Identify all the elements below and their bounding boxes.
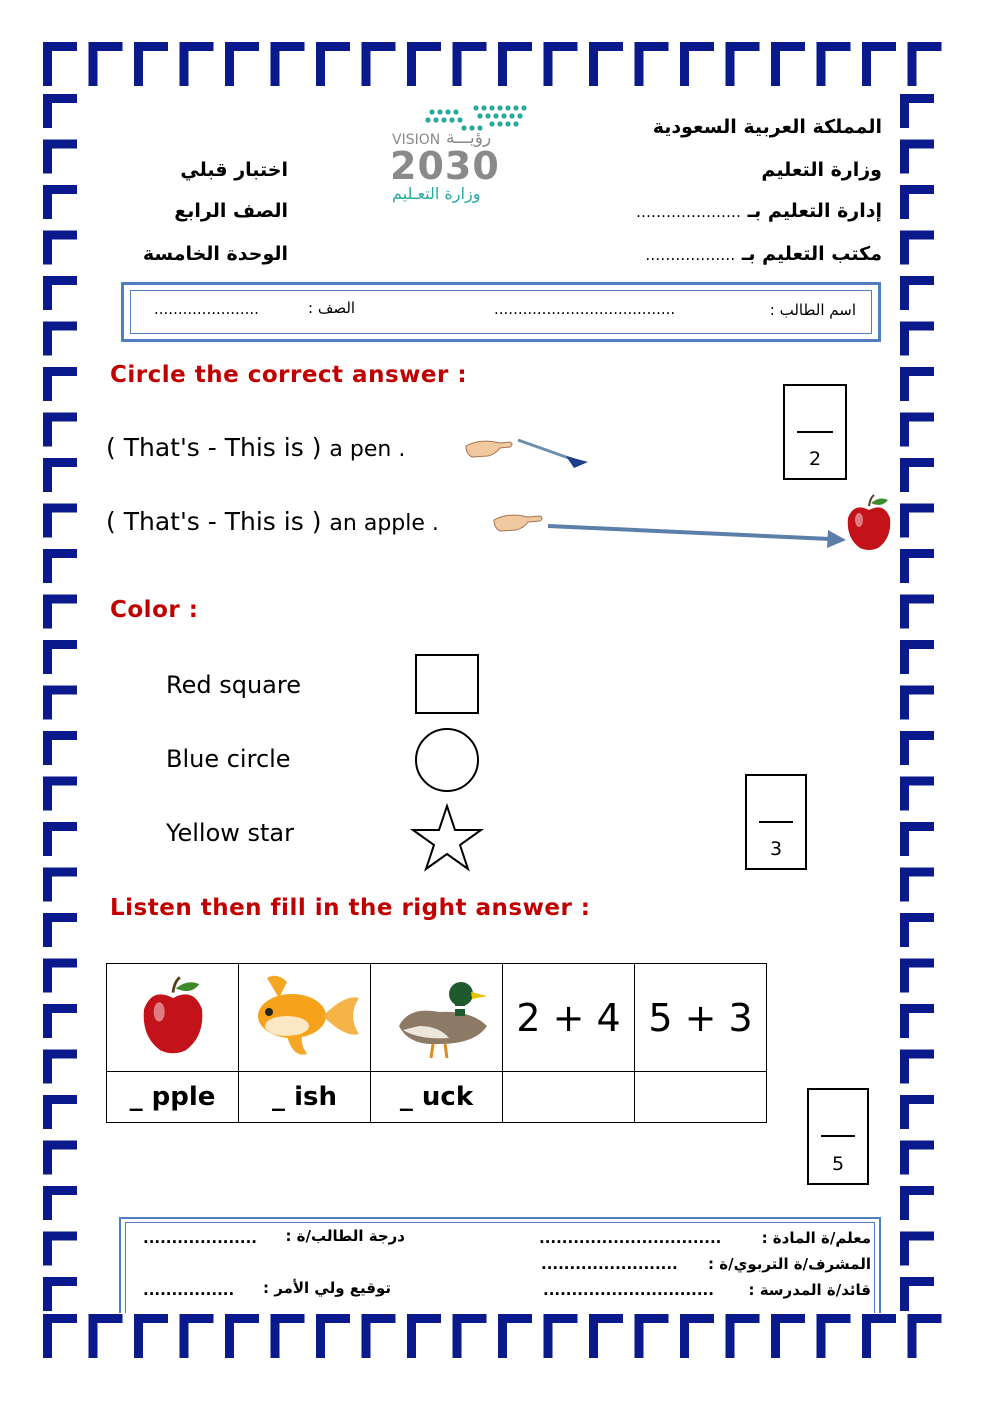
- border-bracket: [900, 1050, 934, 1084]
- square-shape[interactable]: [416, 655, 478, 713]
- grade-title: الصف الرابع: [174, 200, 288, 222]
- border-bracket: [900, 868, 934, 902]
- border-bracket: [271, 42, 305, 86]
- border-bracket: [43, 413, 77, 447]
- border-bracket: [817, 1314, 851, 1358]
- border-bracket: [43, 822, 77, 856]
- border-top: [43, 42, 942, 86]
- border-bracket: [43, 913, 77, 947]
- question-1-options[interactable]: ( That's - This is ): [106, 433, 322, 462]
- student-grade-field[interactable]: ....................: [143, 1229, 257, 1247]
- border-bracket: [43, 549, 77, 583]
- border-bracket: [900, 640, 934, 674]
- border-bracket: [862, 1314, 896, 1358]
- border-bracket: [43, 367, 77, 401]
- supervisor-field[interactable]: ........................: [541, 1255, 678, 1273]
- pointing-hand-pen-image: [462, 432, 597, 474]
- border-bracket: [225, 1314, 259, 1358]
- border-bracket: [43, 731, 77, 765]
- border-bracket: [680, 42, 714, 86]
- section2-score: 3: [769, 838, 783, 860]
- fill-table-words-row: [107, 1072, 767, 1123]
- border-bracket: [43, 595, 77, 629]
- logo-vision-text: VISION: [392, 132, 441, 148]
- border-bottom: [43, 1314, 942, 1358]
- border-bracket: [43, 458, 77, 492]
- border-bracket: [180, 42, 214, 86]
- border-bracket: [635, 1314, 669, 1358]
- question-1: [106, 433, 405, 462]
- sum-5-plus-3: 5 + 3: [635, 964, 767, 1072]
- border-bracket: [43, 640, 77, 674]
- border-bracket: [900, 94, 934, 128]
- exam-type: اختبار قبلي: [180, 159, 288, 181]
- border-bracket: [726, 1314, 760, 1358]
- border-bracket: [43, 1277, 77, 1311]
- border-bracket: [908, 42, 942, 86]
- border-bracket: [680, 1314, 714, 1358]
- border-bracket: [43, 1232, 77, 1266]
- border-bracket: [453, 1314, 487, 1358]
- apple-image: [844, 494, 894, 552]
- student-name-field[interactable]: ......................................: [494, 300, 676, 318]
- border-bracket: [43, 777, 77, 811]
- border-bracket: [362, 42, 396, 86]
- border-bracket: [900, 1186, 934, 1220]
- fish-cell: [239, 964, 371, 1072]
- footer-box: [119, 1217, 881, 1313]
- border-bracket: [134, 42, 168, 86]
- border-bracket: [900, 413, 934, 447]
- section3-score-box: [807, 1088, 869, 1185]
- logo-vision-arabic: رؤيـــة: [446, 128, 492, 148]
- word-fish[interactable]: _ ish: [239, 1072, 371, 1123]
- border-bracket: [771, 42, 805, 86]
- question-1-rest: a pen .: [329, 437, 406, 462]
- border-right: [900, 94, 934, 1311]
- border-bracket: [771, 1314, 805, 1358]
- border-bracket: [900, 1141, 934, 1175]
- border-bracket: [900, 276, 934, 310]
- border-bracket: [900, 504, 934, 538]
- border-bracket: [43, 868, 77, 902]
- border-bracket: [900, 231, 934, 265]
- border-bracket: [43, 1186, 77, 1220]
- answer-cell-2[interactable]: [635, 1072, 767, 1123]
- border-bracket: [43, 686, 77, 720]
- star-shape[interactable]: [413, 806, 481, 869]
- border-bracket: [900, 595, 934, 629]
- border-bracket: [900, 913, 934, 947]
- score-line: [797, 431, 833, 433]
- border-bracket: [900, 549, 934, 583]
- apple-cell: [107, 964, 239, 1072]
- section1-score: 2: [808, 448, 822, 470]
- border-bracket: [900, 458, 934, 492]
- class-label: الصف :: [308, 299, 356, 317]
- border-bracket: [43, 959, 77, 993]
- border-bracket: [900, 185, 934, 219]
- border-bracket: [726, 42, 760, 86]
- logo-year: 2030: [390, 144, 500, 188]
- border-bracket: [817, 42, 851, 86]
- section1-title: Circle the correct answer :: [110, 362, 468, 388]
- border-bracket: [453, 42, 487, 86]
- border-bracket: [900, 959, 934, 993]
- section2-title: Color :: [110, 597, 199, 623]
- sum-2-plus-4: 2 + 4: [503, 964, 635, 1072]
- duck-cell: [371, 964, 503, 1072]
- border-bracket: [407, 1314, 441, 1358]
- apple-image: [138, 976, 208, 1056]
- guardian-field[interactable]: ................: [143, 1281, 235, 1299]
- border-bracket: [900, 822, 934, 856]
- principal-label: قائد/ة المدرسة :: [748, 1281, 871, 1299]
- border-bracket: [900, 322, 934, 356]
- shapes-group: [410, 650, 490, 872]
- border-bracket: [900, 686, 934, 720]
- principal-field[interactable]: ..............................: [543, 1281, 714, 1299]
- border-bracket: [900, 1232, 934, 1266]
- admin-dots: …………………: [636, 203, 742, 221]
- pointing-hand-icon: [490, 506, 550, 542]
- border-bracket: [43, 1050, 77, 1084]
- goldfish-image: [247, 968, 362, 1063]
- border-bracket: [900, 1277, 934, 1311]
- score-line: [759, 821, 793, 823]
- score-line: [821, 1135, 855, 1137]
- border-bracket: [900, 367, 934, 401]
- student-grade-label: درجة الطالب/ة :: [285, 1227, 405, 1245]
- border-bracket: [498, 42, 532, 86]
- border-bracket: [908, 1314, 942, 1358]
- border-bracket: [589, 1314, 623, 1358]
- logo-ministry-arabic: وزارة التعـليم: [392, 184, 481, 203]
- border-bracket: [900, 1095, 934, 1129]
- office-line: [645, 243, 882, 265]
- border-bracket: [862, 42, 896, 86]
- border-bracket: [89, 1314, 123, 1358]
- supervisor-label: المشرف/ة التربوي/ة :: [708, 1255, 871, 1273]
- circle-shape[interactable]: [416, 729, 478, 791]
- question-2-rest: an apple .: [329, 511, 439, 536]
- section3-title: Listen then fill in the right answer :: [110, 895, 591, 921]
- answer-cell-1[interactable]: [503, 1072, 635, 1123]
- word-apple[interactable]: _ pple: [107, 1072, 239, 1123]
- border-bracket: [43, 322, 77, 356]
- question-2: [106, 507, 439, 536]
- office-dots: ………………: [645, 246, 736, 264]
- kingdom-title: المملكة العربية السعودية: [652, 116, 882, 138]
- border-bracket: [89, 42, 123, 86]
- border-bracket: [180, 1314, 214, 1358]
- arrow-icon: [548, 520, 848, 550]
- border-bracket: [498, 1314, 532, 1358]
- border-bracket: [225, 42, 259, 86]
- border-bracket: [900, 140, 934, 174]
- border-bracket: [544, 42, 578, 86]
- border-bracket: [43, 1314, 77, 1358]
- border-bracket: [134, 1314, 168, 1358]
- border-bracket: [271, 1314, 305, 1358]
- section3-score: 5: [831, 1153, 845, 1175]
- ministry-title: وزارة التعليم: [761, 159, 882, 181]
- admin-label: إدارة التعليم بـ: [747, 200, 882, 222]
- question-2-options[interactable]: ( That's - This is ): [106, 507, 322, 536]
- border-bracket: [900, 731, 934, 765]
- border-bracket: [43, 1004, 77, 1038]
- border-bracket: [635, 42, 669, 86]
- section2-score-box: [745, 774, 807, 870]
- word-duck[interactable]: _ uck: [371, 1072, 503, 1123]
- admin-line: [636, 200, 882, 222]
- section1-score-box: [783, 384, 847, 480]
- fill-table-images-row: [107, 964, 767, 1072]
- class-field[interactable]: ......................: [154, 300, 259, 318]
- border-bracket: [43, 1141, 77, 1175]
- border-bracket: [43, 185, 77, 219]
- border-bracket: [900, 1004, 934, 1038]
- teacher-label: معلم/ة المادة :: [761, 1229, 871, 1247]
- border-bracket: [43, 1095, 77, 1129]
- border-bracket: [362, 1314, 396, 1358]
- border-bracket: [544, 1314, 578, 1358]
- student-name-label: اسم الطالب :: [769, 301, 856, 319]
- border-bracket: [407, 42, 441, 86]
- color-item-yellow-star: Yellow star: [166, 819, 295, 847]
- border-bracket: [43, 231, 77, 265]
- unit-title: الوحدة الخامسة: [142, 243, 288, 265]
- border-bracket: [316, 1314, 350, 1358]
- duck-image: [379, 968, 494, 1063]
- border-bracket: [43, 504, 77, 538]
- color-item-red-square: Red square: [166, 671, 301, 699]
- border-bracket: [900, 777, 934, 811]
- border-left: [43, 94, 77, 1311]
- vision-2030-logo: [380, 100, 540, 210]
- teacher-field[interactable]: ................................: [539, 1229, 722, 1247]
- border-bracket: [43, 140, 77, 174]
- border-bracket: [43, 94, 77, 128]
- border-bracket: [43, 276, 77, 310]
- color-item-blue-circle: Blue circle: [166, 745, 291, 773]
- border-bracket: [43, 42, 77, 86]
- border-bracket: [316, 42, 350, 86]
- guardian-label: توقيع ولي الأمر :: [263, 1279, 391, 1297]
- fill-table: [106, 963, 767, 1123]
- office-label: مكتب التعليم بـ: [741, 243, 882, 265]
- border-bracket: [589, 42, 623, 86]
- student-info-box: [121, 282, 881, 342]
